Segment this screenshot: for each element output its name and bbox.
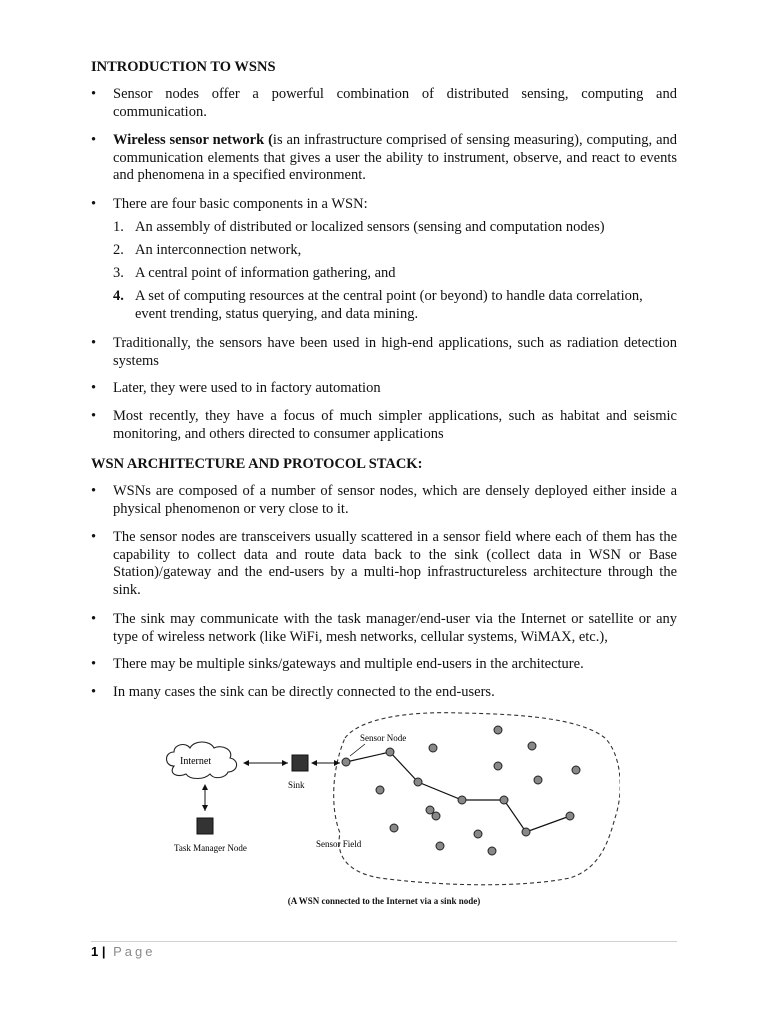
sensor-node — [376, 786, 384, 794]
bullet-dot: • — [91, 408, 97, 424]
bullet-item: • Wireless sensor network (is an infrastructure comprised of sensing measuring), computing, and communication elements that gives a user the ability to instrument, observe, and react to events and phenomena in a specified environment. — [91, 132, 677, 184]
bullet-dot: • — [91, 656, 97, 672]
sensor-node — [500, 796, 508, 804]
sensor-node — [436, 842, 444, 850]
sensor-node-label: Sensor Node — [360, 733, 407, 743]
bullet-dot: • — [91, 529, 97, 545]
bullet-dot: • — [91, 196, 97, 212]
sensor-node — [390, 824, 398, 832]
sensor-node — [528, 742, 536, 750]
bullet-item: • WSNs are composed of a number of sensor nodes, which are densely deployed either inside a physical phenomenon or very close to it. — [91, 483, 677, 517]
sensor-node — [432, 812, 440, 820]
sensor-node — [566, 812, 574, 820]
numbered-item: 3. A central point of information gathering, and — [113, 265, 396, 281]
sensor-node — [488, 847, 496, 855]
sensor-node — [414, 778, 422, 786]
sensor-node — [572, 766, 580, 774]
sensor-node — [386, 748, 394, 756]
sensor-node — [342, 758, 350, 766]
bullet-dot: • — [91, 611, 97, 627]
sink-label: Sink — [288, 780, 305, 790]
bullet-dot: • — [91, 684, 97, 700]
wsn-architecture-diagram — [160, 708, 620, 888]
sensor-node — [534, 776, 542, 784]
bullet-item: • There may be multiple sinks/gateways and multiple end-users in the architecture. — [91, 656, 584, 672]
bullet-item: • The sensor nodes are transceivers usually scattered in a sensor field where each of them has the capability to collect data and route data back to the sink (collect data in WSN or Base Station)/gateway and the end-users by a multi-hop infrastructureless architecture through the sink. — [91, 529, 677, 598]
numbered-item: 4. A set of computing resources at the central point (or beyond) to handle data correlation, event trending, status querying, and data mining. — [113, 288, 643, 322]
bullet-dot: • — [91, 132, 97, 148]
figure-caption: (A WSN connected to the Internet via a sink node) — [287, 896, 481, 906]
sensor-node — [426, 806, 434, 814]
sensor-node — [458, 796, 466, 804]
numbered-item: 1. An assembly of distributed or localized sensors (sensing and computation nodes) — [113, 219, 605, 235]
sensor-node — [494, 726, 502, 734]
bullet-item: • In many cases the sink can be directly connected to the end-users. — [91, 684, 495, 700]
bullet-item: • Traditionally, the sensors have been used in high-end applications, such as radiation detection systems — [91, 335, 677, 369]
bullet-dot: • — [91, 335, 97, 351]
footer-divider — [91, 941, 677, 942]
sink-node-icon — [292, 755, 308, 771]
bullet-dot: • — [91, 483, 97, 499]
page-number: 1 — [91, 944, 99, 959]
task-manager-label: Task Manager Node — [174, 843, 247, 853]
bullet-item: • There are four basic components in a WSN: — [91, 196, 368, 212]
sensor-field-label: Sensor Field — [316, 839, 362, 849]
footer-separator: | — [101, 944, 106, 959]
bullet-item: • Sensor nodes offer a powerful combination of distributed sensing, computing and communication. — [91, 86, 677, 120]
page-label: Page — [113, 944, 156, 959]
bullet-dot: • — [91, 380, 97, 396]
section-heading-intro: INTRODUCTION TO WSNS — [91, 59, 276, 75]
sensor-node — [474, 830, 482, 838]
task-manager-node-icon — [197, 818, 213, 834]
numbered-item: 2. An interconnection network, — [113, 242, 302, 258]
sensor-node — [429, 744, 437, 752]
bullet-item: • The sink may communicate with the task manager/end-user via the Internet or satellite or any type of wireless network (like WiFi, mesh networks, cellular systems, WiMAX, etc.), — [91, 611, 677, 645]
section-heading-architecture: WSN ARCHITECTURE AND PROTOCOL STACK: — [91, 456, 423, 472]
sensor-node — [494, 762, 502, 770]
bullet-item: • Most recently, they have a focus of much simpler applications, such as habitat and seismic monitoring, and others directed to consumer applications — [91, 408, 677, 442]
sensor-node — [522, 828, 530, 836]
bullet-item: • Later, they were used to in factory automation — [91, 380, 381, 396]
internet-label: Internet — [180, 756, 212, 767]
term-bold: Wireless sensor network ( — [113, 132, 273, 148]
label-pointer — [350, 744, 365, 756]
bullet-dot: • — [91, 86, 97, 102]
page-footer — [91, 944, 156, 959]
